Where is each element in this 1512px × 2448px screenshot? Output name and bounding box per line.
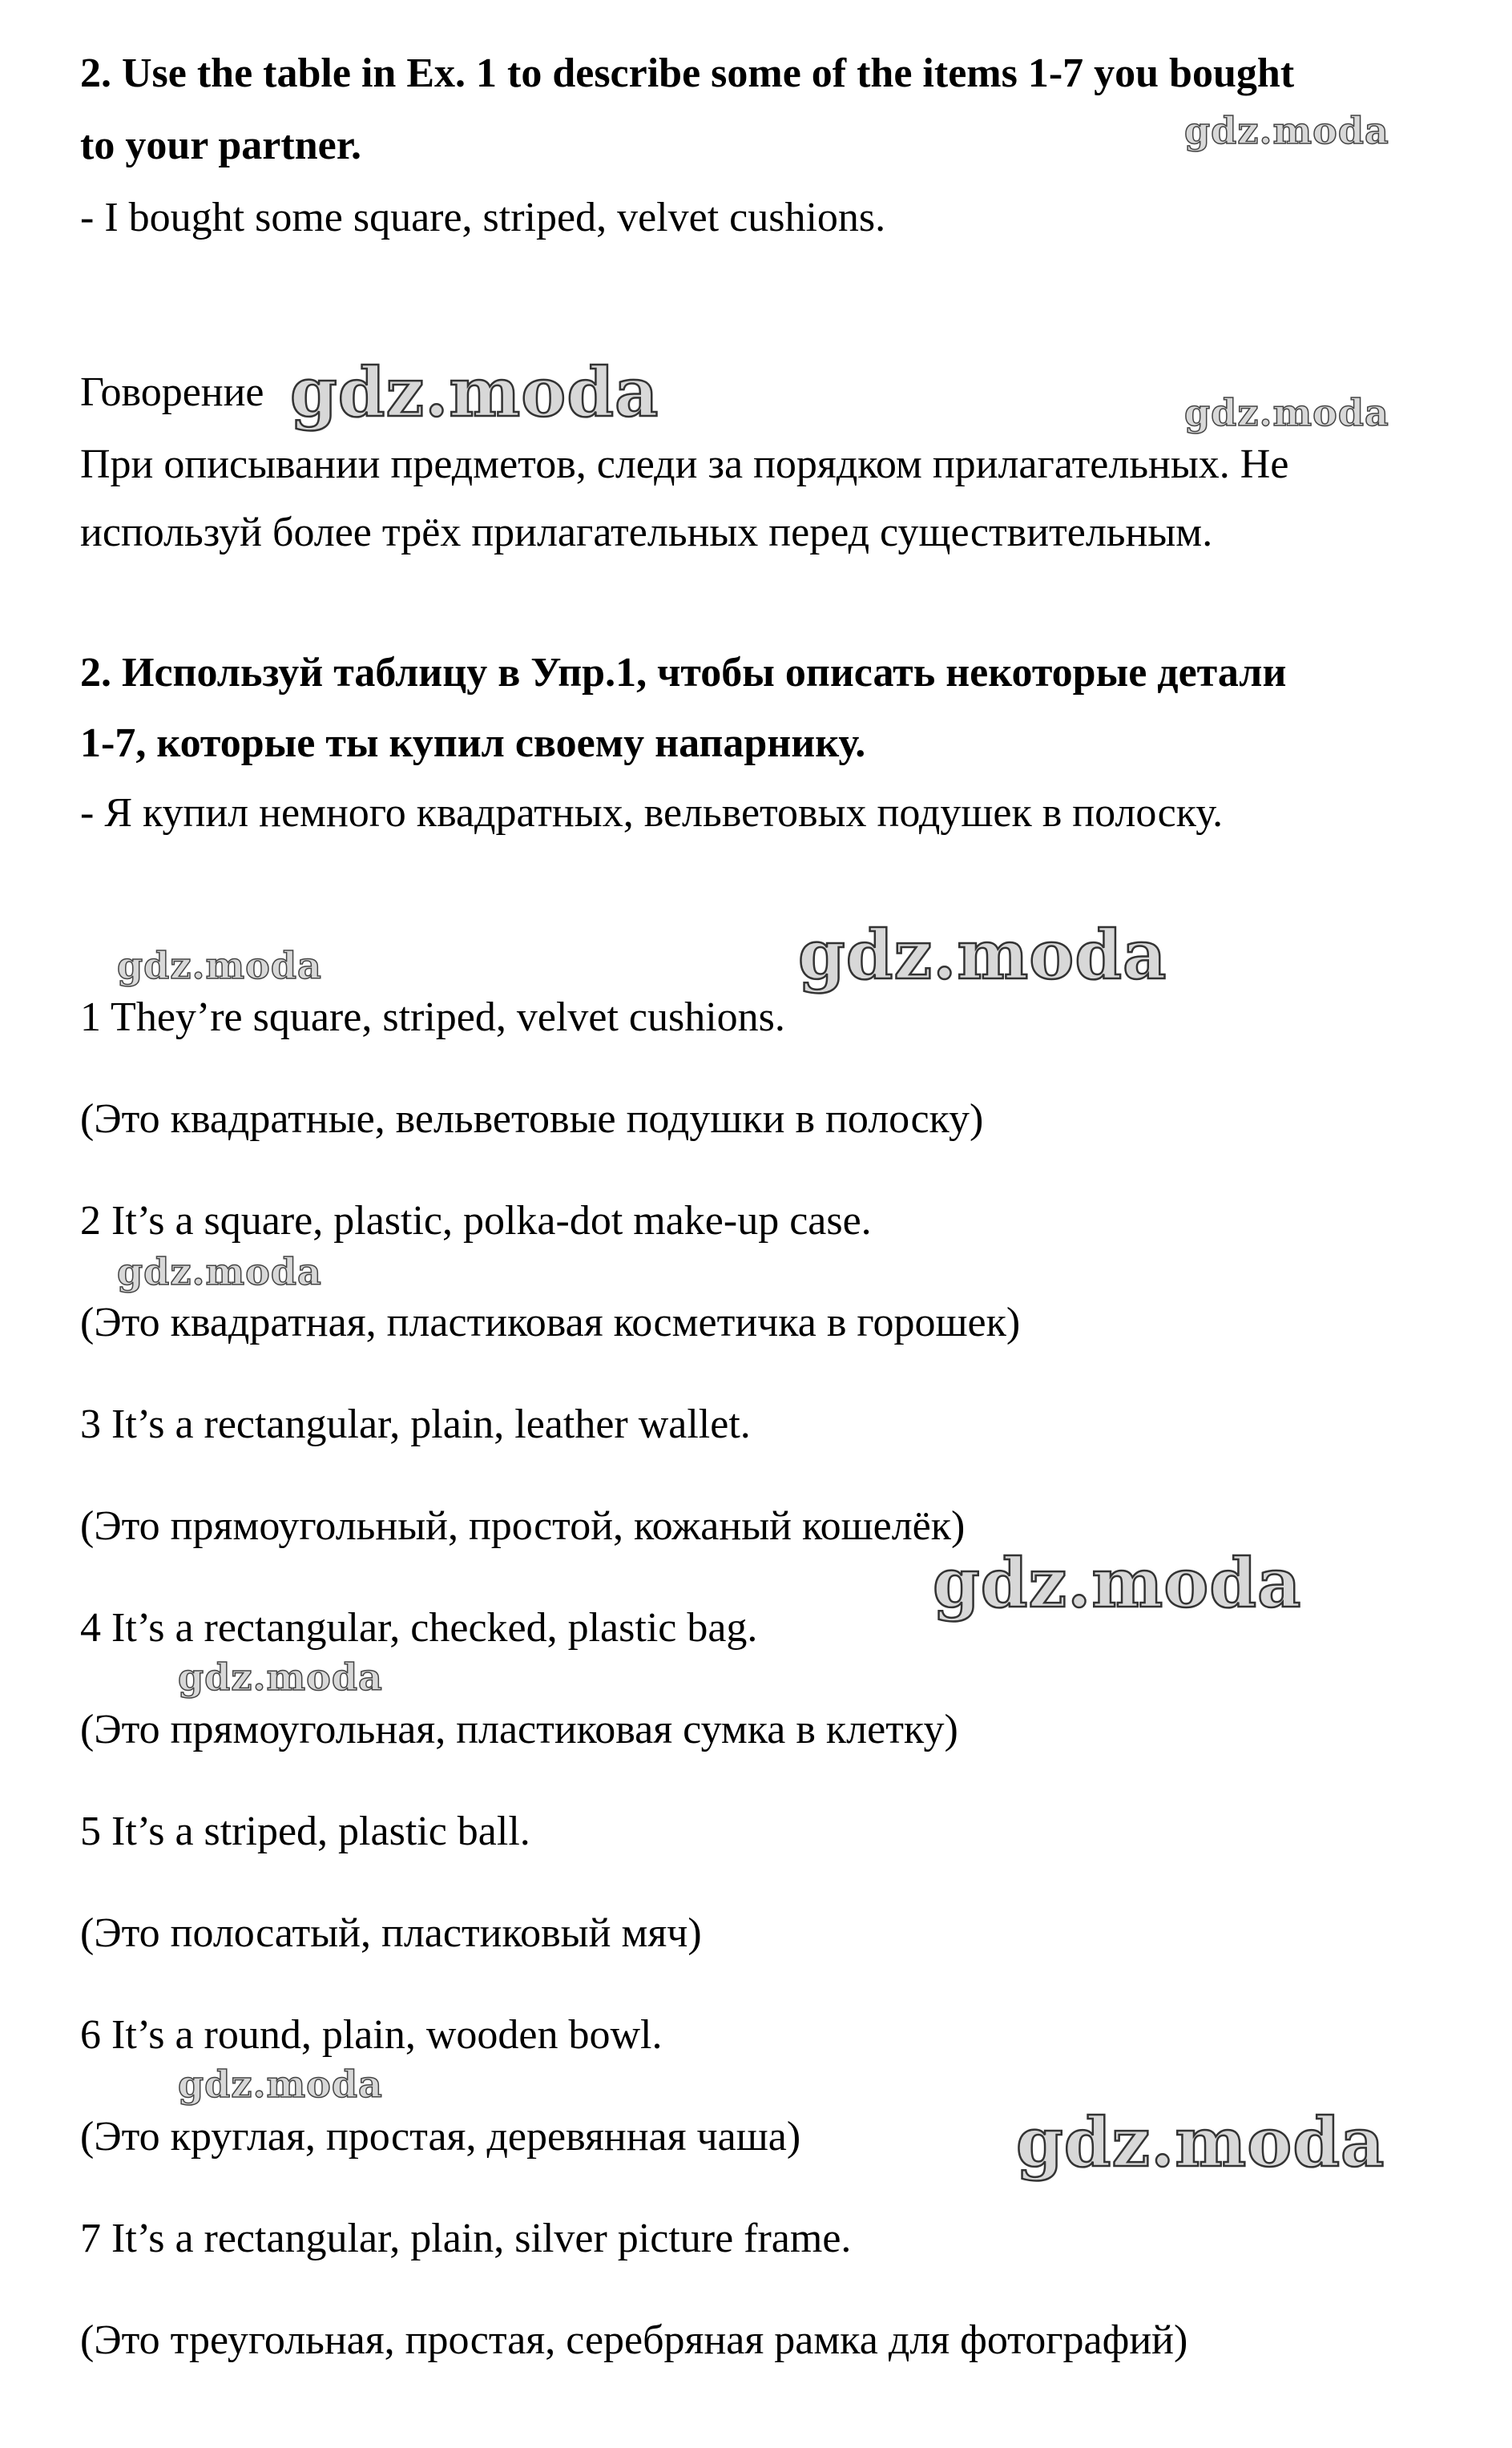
speaking-tip-line2: используй более трёх прилагательных перед существительным.: [80, 510, 1213, 555]
task-title-en-line1: 2. Use the table in Ex. 1 to describe some of the items 1-7 you bought: [80, 50, 1295, 96]
watermark: gdz.moda: [1184, 109, 1389, 152]
speaking-label: Говорение: [80, 369, 264, 415]
speaking-tip-line1: При описывании предметов, следи за порядком прилагательных. Не: [80, 442, 1289, 487]
answer-6-ru: (Это круглая, простая, деревянная чаша): [80, 2114, 801, 2160]
watermark: gdz.moda: [933, 1543, 1302, 1623]
watermark: gdz.moda: [798, 915, 1167, 994]
task-title-ru-line1: 2. Используй таблицу в Упр.1, чтобы описать некоторые детали: [80, 650, 1287, 696]
watermark: gdz.moda: [178, 2063, 383, 2106]
answer-2-en: 2 It’s a square, plastic, polka-dot make-up case.: [80, 1198, 872, 1244]
answer-3-en: 3 It’s a rectangular, plain, leather wallet.: [80, 1401, 751, 1447]
answer-5-en: 5 It’s a striped, plastic ball.: [80, 1809, 530, 1854]
task-example-en: - I bought some square, striped, velvet cushions.: [80, 195, 886, 240]
watermark: gdz.moda: [1184, 391, 1389, 434]
answer-6-en: 6 It’s a round, plain, wooden bowl.: [80, 2012, 663, 2058]
answer-1-en: 1 They’re square, striped, velvet cushions.: [80, 994, 785, 1040]
answer-7-en: 7 It’s a rectangular, plain, silver picture frame.: [80, 2216, 852, 2261]
watermark: gdz.moda: [1016, 2103, 1385, 2182]
answer-5-ru: (Это полосатый, пластиковый мяч): [80, 1910, 702, 1956]
task-title-en-line2: to your partner.: [80, 123, 361, 168]
answer-3-ru: (Это прямоугольный, простой, кожаный кошелёк): [80, 1503, 966, 1549]
answer-1-ru: (Это квадратные, вельветовые подушки в полоску): [80, 1096, 984, 1142]
watermark: gdz.moda: [290, 353, 659, 432]
watermark: gdz.moda: [117, 944, 322, 987]
answer-4-en: 4 It’s a rectangular, checked, plastic bag.: [80, 1605, 758, 1651]
watermark: gdz.moda: [178, 1656, 383, 1699]
watermark: gdz.moda: [117, 1250, 322, 1293]
answer-4-ru: (Это прямоугольная, пластиковая сумка в клетку): [80, 1707, 958, 1752]
answer-2-ru: (Это квадратная, пластиковая косметичка в горошек): [80, 1300, 1021, 1345]
answer-7-ru: (Это треугольная, простая, серебряная рамка для фотографий): [80, 2317, 1188, 2363]
task-title-ru-line2: 1-7, которые ты купил своему напарнику.: [80, 720, 866, 766]
task-example-ru: - Я купил немного квадратных, вельветовых подушек в полоску.: [80, 790, 1224, 836]
